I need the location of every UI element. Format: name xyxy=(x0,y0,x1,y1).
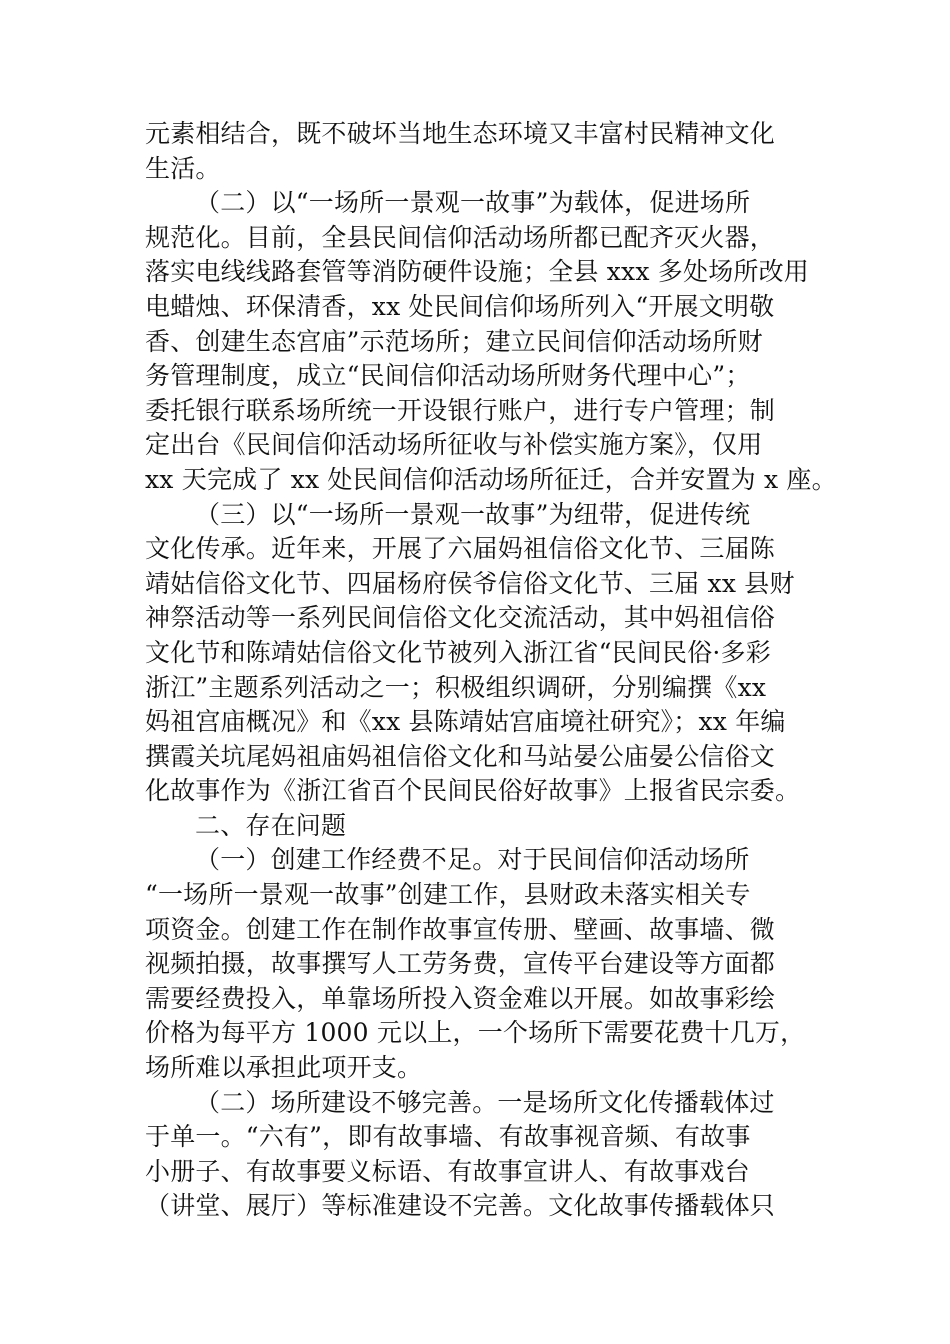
text-line: 元素相结合，既不破坏当地生态环境又丰富村民精神文化 xyxy=(145,119,776,148)
document-body xyxy=(145,117,837,1224)
paragraph-start-line: （二）以“一场所一景观一故事”为载体，促进场所 xyxy=(195,188,751,218)
text-line: 电蜡烛、环保清香，xx 处民间信仰场所列入“开展文明敬 xyxy=(145,291,775,321)
text-line: 定出台《民间信仰活动场所征收与补偿实施方案》，仅用 xyxy=(145,430,763,460)
text-line: 务管理制度，成立“民间信仰活动场所财务代理中心”； xyxy=(145,361,751,391)
text-line: xx 天完成了 xx 处民间信仰活动场所征迁，合并安置为 x 座。 xyxy=(145,464,837,494)
text-line: 视频拍摄，故事撰写人工劳务费，宣传平台建设等方面都 xyxy=(145,949,776,979)
text-line: 场所难以承担此项开支。 xyxy=(145,1053,423,1083)
text-line: “一场所一景观一故事”创建工作，县财政未落实相关专 xyxy=(145,880,751,910)
text-line: 香、创建生态宫庙”示范场所；建立民间信仰活动场所财 xyxy=(145,326,763,356)
text-line: 神祭活动等一系列民间信俗文化交流活动，其中妈祖信俗 xyxy=(145,603,776,633)
text-line: （讲堂、展厅）等标准建设不完善。文化故事传播载体只 xyxy=(145,1191,776,1221)
text-line: 项资金。创建工作在制作故事宣传册、壁画、故事墙、微 xyxy=(145,914,776,944)
text-line: 化故事作为《浙江省百个民间民俗好故事》上报省民宗委。 xyxy=(145,776,801,806)
text-line: 小册子、有故事要义标语、有故事宣讲人、有故事戏台 xyxy=(145,1156,750,1186)
text-line: 落实电线线路套管等消防硬件设施；全县 xxx 多处场所改用 xyxy=(145,257,809,287)
paragraph-start-line: （二）场所建设不够完善。一是场所文化传播载体过 xyxy=(195,1087,775,1117)
text-line: 价格为每平方 1000 元以上，一个场所下需要花费十几万， xyxy=(145,1018,806,1048)
text-line: 于单一。“六有”，即有故事墙、有故事视音频、有故事 xyxy=(145,1122,751,1152)
text-line: 规范化。目前，全县民间信仰活动场所都已配齐灭火器， xyxy=(145,222,776,252)
text-line: 需要经费投入，单靠场所投入资金难以开展。如故事彩绘 xyxy=(145,983,776,1013)
text-line: 靖姑信俗文化节、四届杨府侯爷信俗文化节、三届 xx 县财 xyxy=(145,568,795,598)
text-line: 生活。 xyxy=(145,153,221,183)
text-line: 文化节和陈靖姑信俗文化节被列入浙江省“民间民俗·多彩 xyxy=(145,637,771,667)
section-heading: 二、存在问题 xyxy=(195,810,347,840)
text-line: 妈祖宫庙概况》和《xx 县陈靖姑宫庙境社研究》；xx 年编 xyxy=(145,707,786,737)
text-line: 文化传承。近年来，开展了六届妈祖信俗文化节、三届陈 xyxy=(145,534,776,564)
paragraph-start-line: （一）创建工作经费不足。对于民间信仰活动场所 xyxy=(195,845,750,875)
paragraph-start-line: （三）以“一场所一景观一故事”为纽带，促进传统 xyxy=(195,499,751,529)
text-line: 委托银行联系场所统一开设银行账户，进行专户管理；制 xyxy=(145,395,776,425)
text-line: 撰霞关坑尾妈祖庙妈祖信俗文化和马站晏公庙晏公信俗文 xyxy=(145,741,776,771)
text-line: 浙江”主题系列活动之一；积极组织调研，分别编撰《xx xyxy=(145,672,767,702)
